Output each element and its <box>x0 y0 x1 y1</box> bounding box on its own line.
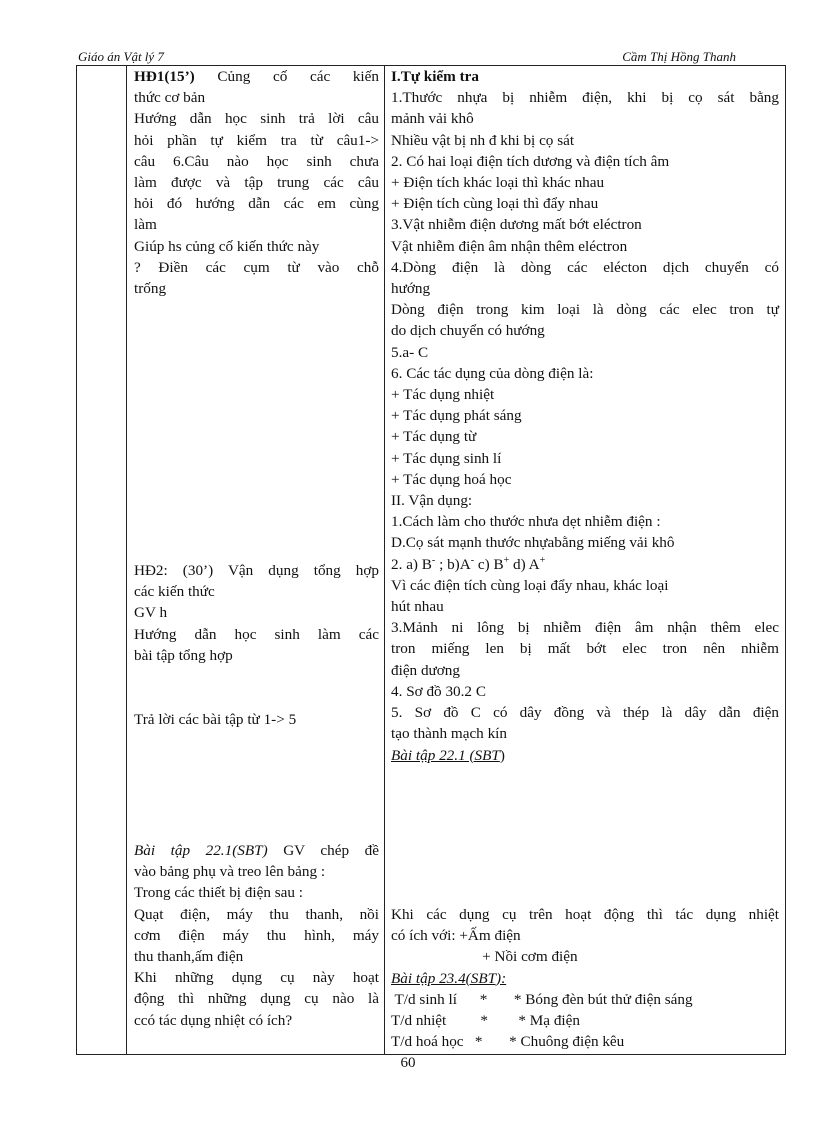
answers-line: hút nhau <box>391 598 444 616</box>
section1-line: 6. Các tác dụng của dòng điện là: <box>391 364 594 382</box>
ex22-ref: Bài tập 22.1(SBT) <box>134 842 268 859</box>
table-border-col2 <box>384 65 385 1055</box>
section1-line: + Tác dụng phát sáng <box>391 407 522 425</box>
section1-line: + Điện tích khác loại thì khác nhau <box>391 174 605 192</box>
left-column-hd2 <box>134 560 379 666</box>
section1-line: + Tác dụng hoá học <box>391 470 512 488</box>
hd1-line: câu 6.Câu nào học sinh chưa <box>134 152 379 170</box>
ex22-answer-line: Khi các dụng cụ trên hoạt động thì tác dụng nhiệt <box>391 906 779 923</box>
hd1-line: hỏi phần tự kiểm tra từ câu1-> <box>134 131 379 149</box>
section1-line: 5.a- C <box>391 343 429 361</box>
answers-line: 5. Sơ đồ C có dây đồng và thép là dây dẫn điện <box>391 704 779 722</box>
hd2-line: Hướng dẫn học sinh làm các <box>134 625 379 643</box>
hd1-line: hỏi đó hướng dẫn các em cùng <box>134 195 379 213</box>
section1-line: 1.Thước nhựa bị nhiễm điện, khi bị cọ sát bằng <box>391 89 779 107</box>
answers-line: tạo thành mạch kín <box>391 725 507 743</box>
left-column-exercise <box>134 840 379 1031</box>
hd2-line: các kiến thức <box>134 583 215 601</box>
ex22-line: thu thanh,ấm điện <box>134 948 244 966</box>
ex22-ref-rest: GV chép đề <box>267 842 379 859</box>
right-column-bottom <box>391 904 779 1052</box>
hd1-line: Giúp hs củng cố kiến thức này <box>134 237 320 255</box>
hd1-line: Hướng dẫn học sinh trả lời câu <box>134 110 379 128</box>
section1-line: + Tác dụng từ <box>391 428 477 446</box>
section1-title: I.Tự kiểm tra <box>391 68 479 85</box>
section1-line: do dịch chuyển có hướng <box>391 322 545 340</box>
hd1-line: ? Điền các cụm từ vào chỗ <box>134 258 379 276</box>
answers-line: điện dương <box>391 661 460 679</box>
ex22-answer-line: + Nồi cơm điện <box>391 948 578 966</box>
ex23-row: T/d nhiệt * * Mạ điện <box>391 1012 580 1030</box>
section1-line: Nhiều vật bị nh đ khi bị cọ sát <box>391 131 575 149</box>
section2-line: D.Cọ sát mạnh thước nhựabằng miếng vải khô <box>391 534 675 552</box>
section1-line: hướng <box>391 280 431 298</box>
table-border-right <box>785 65 786 1055</box>
ex23-row: T/d sinh lí * * Bóng đèn bút thử điện sáng <box>391 990 693 1008</box>
ex22-title-line <box>134 840 379 861</box>
hd2-line: bài tập tổng hợp <box>134 646 233 664</box>
answers-line: 3.Mảnh ni lông bị nhiễm điện âm nhận thêm elec <box>391 619 779 637</box>
answers-line: tron miếng len bị mất bớt elec tron nên nhiễm <box>391 640 779 658</box>
section1-line: + Điện tích cùng loại thì đẩy nhau <box>391 195 599 213</box>
ex22-line: ccó tác dụng nhiệt có ích? <box>134 1011 293 1029</box>
ex22-line: vào bảng phụ và treo lên bảng : <box>134 863 326 881</box>
section1-line: 2. Có hai loại điện tích dương và điện tích âm <box>391 152 670 170</box>
hd1-title: HĐ1(15’) <box>134 68 195 85</box>
table-border-col1 <box>126 65 127 1055</box>
hd1-title-line <box>134 66 379 87</box>
hd1-line: trống <box>134 280 167 298</box>
hd2-line: HĐ2: (30’) Vận dụng tổng hợp <box>134 562 379 579</box>
section1-line: + Tác dụng nhiệt <box>391 386 495 404</box>
answer-prompt: Trả lời các bài tập từ 1-> 5 <box>134 711 297 728</box>
ex23-row: T/d hoá học * * Chuông điện kêu <box>391 1033 625 1051</box>
hd1-title-rest: Củng cố các kiến <box>194 68 379 85</box>
right-column-top <box>391 66 779 766</box>
ex22-line: Trong các thiết bị điện sau : <box>134 884 304 902</box>
ex22-answer-line: có ích với: +Ấm điện <box>391 927 521 945</box>
ex22-line: Khi những dụng cụ này hoạt <box>134 969 379 987</box>
section1-line: Dòng điện trong kim loại là dòng các elec tron tự <box>391 301 779 319</box>
section2-line: 1.Cách làm cho thước nhưa dẹt nhiễm điện : <box>391 513 661 531</box>
ex22-line: động thì những dụng cụ nào là <box>134 990 379 1008</box>
section2-title: II. Vận dụng: <box>391 492 473 510</box>
left-column-answer-prompt <box>134 709 379 730</box>
header-subject: Giáo án Vật lý 7 <box>78 49 164 64</box>
hd1-line: thức cơ bản <box>134 89 206 107</box>
ex22-line: cơm điện máy thu hình, máy <box>134 926 379 944</box>
page-header <box>76 49 786 66</box>
table-border-left <box>76 65 77 1055</box>
answers-line: 4. Sơ đồ 30.2 C <box>391 682 486 700</box>
answer-2-line: 2. a) B- ; b)A- c) B+ d) A+ <box>391 554 546 573</box>
section1-line: + Tác dụng sinh lí <box>391 449 502 467</box>
ex22-heading: Bài tập 22.1 (SBT) <box>391 746 505 764</box>
ex23-heading: Bài tập 23.4(SBT): <box>391 969 507 987</box>
hd1-line: làm được và tập trung các câu <box>134 174 379 192</box>
hd2-line: GV h <box>134 604 168 622</box>
section1-line: mảnh vải khô <box>391 110 474 128</box>
answers-line: Vì các điện tích cùng loại đẩy nhau, khác loại <box>391 576 669 594</box>
section1-line: 3.Vật nhiễm điện dương mất bớt eléctron <box>391 216 642 234</box>
section1-line: Vật nhiễm điện âm nhận thêm eléctron <box>391 237 628 255</box>
ex22-line: Quạt điện, máy thu thanh, nồi <box>134 905 379 923</box>
left-column-top <box>134 66 379 299</box>
hd1-line: làm <box>134 216 157 234</box>
header-author: Cầm Thị Hồng Thanh <box>622 49 736 64</box>
section1-line: 4.Dòng điện là dòng các elécton dịch chuyển có <box>391 258 779 276</box>
page-number: 60 <box>400 1055 416 1071</box>
